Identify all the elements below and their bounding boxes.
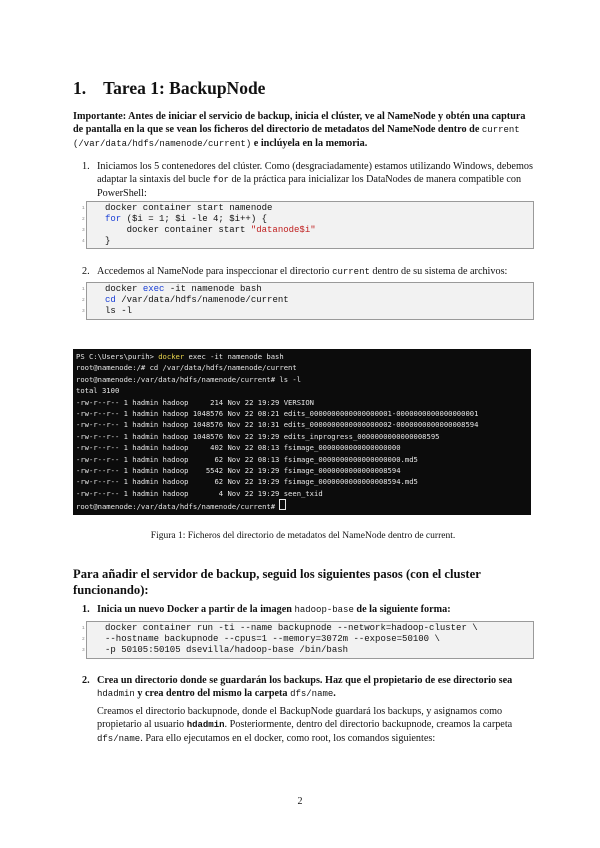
terminal-line: -rw-r--r-- 1 hadmin hadoop 1048576 Nov 22 08:21 edits_0000000000000000001-0000000000000000001 xyxy=(76,408,479,418)
code-block-docker-run xyxy=(82,621,534,659)
terminal-line: root@namenode:/# cd /var/data/hdfs/namenode/current xyxy=(76,363,297,373)
terminal-line: -rw-r--r-- 1 hadmin hadoop 1048576 Nov 22 10:31 edits_0000000000000000002-0000000000000008594 xyxy=(76,420,479,430)
step-2-number: 2. xyxy=(82,266,90,277)
important-text-b: e inclúyela en la memoria. xyxy=(251,138,368,149)
code-line: 1 docker container start namenode xyxy=(82,203,273,213)
code-line: 1 docker container run -ti --name backupnode --network=hadoop-cluster \ xyxy=(82,623,478,633)
code-line: 3 -p 50105:50105 dsevilla/hadoop-base /bin/bash xyxy=(82,645,349,655)
code-line: 3 ls -l xyxy=(82,306,133,316)
step-1-text-a: Iniciamos los 5 contenedores del clúster. Como (desgraciadamente) estamos utilizando Windows, debemos adaptar la sintaxis del bucle xyxy=(97,161,533,185)
step-2-text-a: Accedemos al NameNode para inspeccionar el directorio xyxy=(97,266,333,277)
step-1 xyxy=(82,160,533,200)
important-current-dir: current (/var/data/hdfs/namenode/current) xyxy=(73,125,520,149)
terminal-line: -rw-r--r-- 1 hadmin hadoop 4 Nov 22 19:29 seen_txid xyxy=(76,488,323,498)
code-block-powershell xyxy=(82,201,534,249)
section-number: 1. xyxy=(73,78,87,98)
figure-caption: Figura 1: Ficheros del directorio de metadatos del NameNode dentro de current. xyxy=(150,531,456,541)
backup-step-2-code-dir: dfs/name xyxy=(290,689,334,699)
code-line: 4 } xyxy=(82,236,111,246)
important-text-a: Antes de iniciar el servicio de backup, inicia el clúster, ve al NameNode y obtén una captura de pantalla en la que se vean los ficheros del directorio de metadatos del NameNode dentro de xyxy=(73,111,526,135)
step-1-number: 1. xyxy=(82,161,90,172)
important-paragraph xyxy=(73,110,533,151)
terminal-line: PS C:\Users\purih> docker exec -it namenode bash xyxy=(76,352,284,361)
backup-step-2-body-user: hdadmin xyxy=(186,720,225,730)
backup-step-2-body-dir: dfs/name xyxy=(97,734,141,744)
subsection-title: Para añadir el servidor de backup, seguid los siguientes pasos (con el cluster funcionando): xyxy=(73,567,481,597)
code-line: 2 --hostname backupnode --cpus=1 --memory=3072m --expose=50100 \ xyxy=(82,634,440,644)
backup-step-2-body: Creamos el directorio backupnode, donde el BackupNode guardará los backups, y asignamos como propietario al usuario hdadmin. Posteriormente, dentro del directorio backupnode, creamos la carpeta dfs/name. Para ello ejecutamos en el docker, como root, los comandos siguientes: xyxy=(97,706,513,744)
terminal-line: -rw-r--r-- 1 hadmin hadoop 5542 Nov 22 19:29 fsimage_0000000000000008594 xyxy=(76,465,401,475)
section-heading xyxy=(73,78,265,99)
terminal-line: root@namenode:/var/data/hdfs/namenode/current# xyxy=(76,499,528,510)
step-1-text-b: de la práctica para inicializar los DataNodes de manera compatible con PowerShell: xyxy=(97,174,522,199)
backup-step-1-number: 1. xyxy=(82,604,90,615)
step-2 xyxy=(82,265,533,279)
important-label: Importante: xyxy=(73,111,127,122)
terminal-line: -rw-r--r-- 1 hadmin hadoop 402 Nov 22 08:13 fsimage_0000000000000000000 xyxy=(76,443,401,453)
step-2-code-current: current xyxy=(332,267,370,277)
backup-step-1-code-image: hadoop-base xyxy=(294,605,354,615)
backup-step-1 xyxy=(82,603,533,617)
code-block-namenode xyxy=(82,282,534,320)
backup-step-2 xyxy=(82,674,533,746)
terminal-line: root@namenode:/var/data/hdfs/namenode/current# ls -l xyxy=(76,374,302,384)
step-2-text-b: dentro de su sistema de archivos: xyxy=(369,266,508,277)
code-line: 3 docker container start "datanode$i" xyxy=(82,225,316,235)
backup-step-2-number: 2. xyxy=(82,675,90,686)
code-line: 1 docker exec -it namenode bash xyxy=(82,284,262,294)
code-line: 2 for ($i = 1; $i -le 4; $i++) { xyxy=(82,214,268,224)
terminal-line: -rw-r--r-- 1 hadmin hadoop 62 Nov 22 19:29 fsimage_0000000000000008594.md5 xyxy=(76,477,418,487)
terminal-line: -rw-r--r-- 1 hadmin hadoop 1048576 Nov 22 19:29 edits_inprogress_0000000000000008595 xyxy=(76,431,440,441)
terminal-line: total 3100 xyxy=(76,386,120,396)
backup-step-2-title: Crea un directorio donde se guardarán los backups. Haz que el propietario de ese directorio sea hdadmin y crea dentro del mismo la carpeta dfs/name. xyxy=(97,675,513,699)
step-1-code-for: for xyxy=(212,175,229,185)
terminal-cursor xyxy=(279,499,286,510)
terminal-screenshot xyxy=(73,349,531,515)
page-number: 2 xyxy=(297,796,303,807)
code-line: 2 cd /var/data/hdfs/namenode/current xyxy=(82,295,289,305)
section-title: Tarea 1: BackupNode xyxy=(103,78,266,98)
backup-step-1-text-a: Inicia un nuevo Docker a partir de la imagen xyxy=(97,604,295,615)
terminal-line: -rw-r--r-- 1 hadmin hadoop 62 Nov 22 08:13 fsimage_0000000000000000000.md5 xyxy=(76,454,418,464)
terminal-line: -rw-r--r-- 1 hadmin hadoop 214 Nov 22 19:29 VERSION xyxy=(76,397,314,407)
backup-step-2-code-user: hdadmin xyxy=(97,689,135,699)
backup-step-1-text-b: de la siguiente forma: xyxy=(353,604,451,615)
